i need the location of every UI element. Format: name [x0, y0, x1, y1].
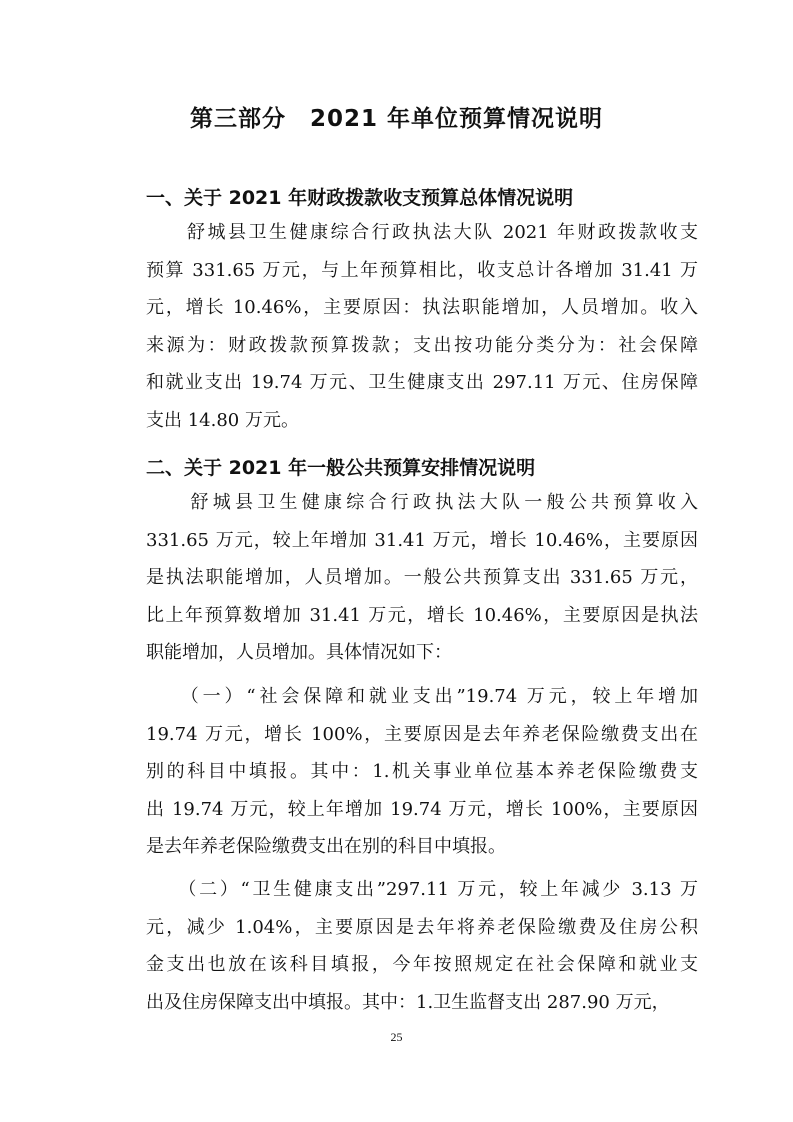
paragraph-line: （二）“卫生健康支出”297.11 万元，较上年减少 3.13 万 — [146, 879, 698, 900]
page-title: 第三部分 2021 年单位预算情况说明 — [189, 106, 604, 132]
item-2-paragraph — [146, 871, 698, 1021]
paragraph-line: （一）“社会保障和就业支出”19.74 万元，较上年增加 — [146, 686, 698, 707]
page-number: 25 — [390, 1030, 403, 1044]
paragraph-line: 预算 331.65 万元，与上年预算相比，收支总计各增加 31.41 万 — [146, 259, 698, 281]
paragraph-line: 来源为：财政拨款预算拨款；支出按功能分类分为：社会保障 — [146, 334, 698, 356]
paragraph-line: 331.65 万元，较上年增加 31.41 万元，增长 10.46%，主要原因 — [146, 529, 698, 551]
section-1-heading: 一、关于 2021 年财政拨款收支预算总体情况说明 — [146, 187, 574, 209]
paragraph-line: 元，减少 1.04%，主要原因是去年将养老保险缴费及住房公积 — [146, 916, 698, 938]
paragraph-line: 出 19.74 万元，较上年增加 19.74 万元，增长 100%，主要原因 — [146, 798, 698, 820]
paragraph-line: 和就业支出 19.74 万元、卫生健康支出 297.11 万元、住房保障 — [146, 372, 698, 393]
paragraph-line: 金支出也放在该科目填报，今年按照规定在社会保障和就业支 — [146, 954, 698, 975]
paragraph-line: 19.74 万元，增长 100%，主要原因是去年养老保险缴费支出在 — [146, 723, 698, 745]
paragraph-line: 是执法职能增加，人员增加。一般公共预算支出 331.65 万元， — [146, 567, 698, 588]
section-2-paragraph — [146, 484, 698, 672]
section-2-heading: 二、关于 2021 年一般公共预算安排情况说明 — [146, 457, 536, 479]
paragraph-line: 别的科目中填报。其中：1.机关事业单位基本养老保险缴费支 — [146, 761, 698, 782]
item-1-paragraph — [146, 678, 698, 866]
paragraph-line: 职能增加，人员增加。具体情况如下： — [146, 642, 452, 663]
paragraph-line: 出及住房保障支出中填报。其中：1.卫生监督支出 287.90 万元， — [146, 991, 670, 1013]
paragraph-line: 元，增长 10.46%，主要原因：执法职能增加，人员增加。收入 — [146, 297, 698, 318]
paragraph-line: 比上年预算数增加 31.41 万元，增长 10.46%，主要原因是执法 — [146, 604, 698, 626]
section-1-paragraph — [146, 214, 698, 439]
paragraph-line: 舒城县卫生健康综合行政执法大队一般公共预算收入 — [146, 492, 698, 513]
paragraph-line: 舒城县卫生健康综合行政执法大队 2021 年财政拨款收支 — [146, 222, 698, 243]
paragraph-line: 是去年养老保险缴费支出在别的科目中填报。 — [146, 836, 506, 857]
paragraph-line: 支出 14.80 万元。 — [146, 409, 299, 431]
